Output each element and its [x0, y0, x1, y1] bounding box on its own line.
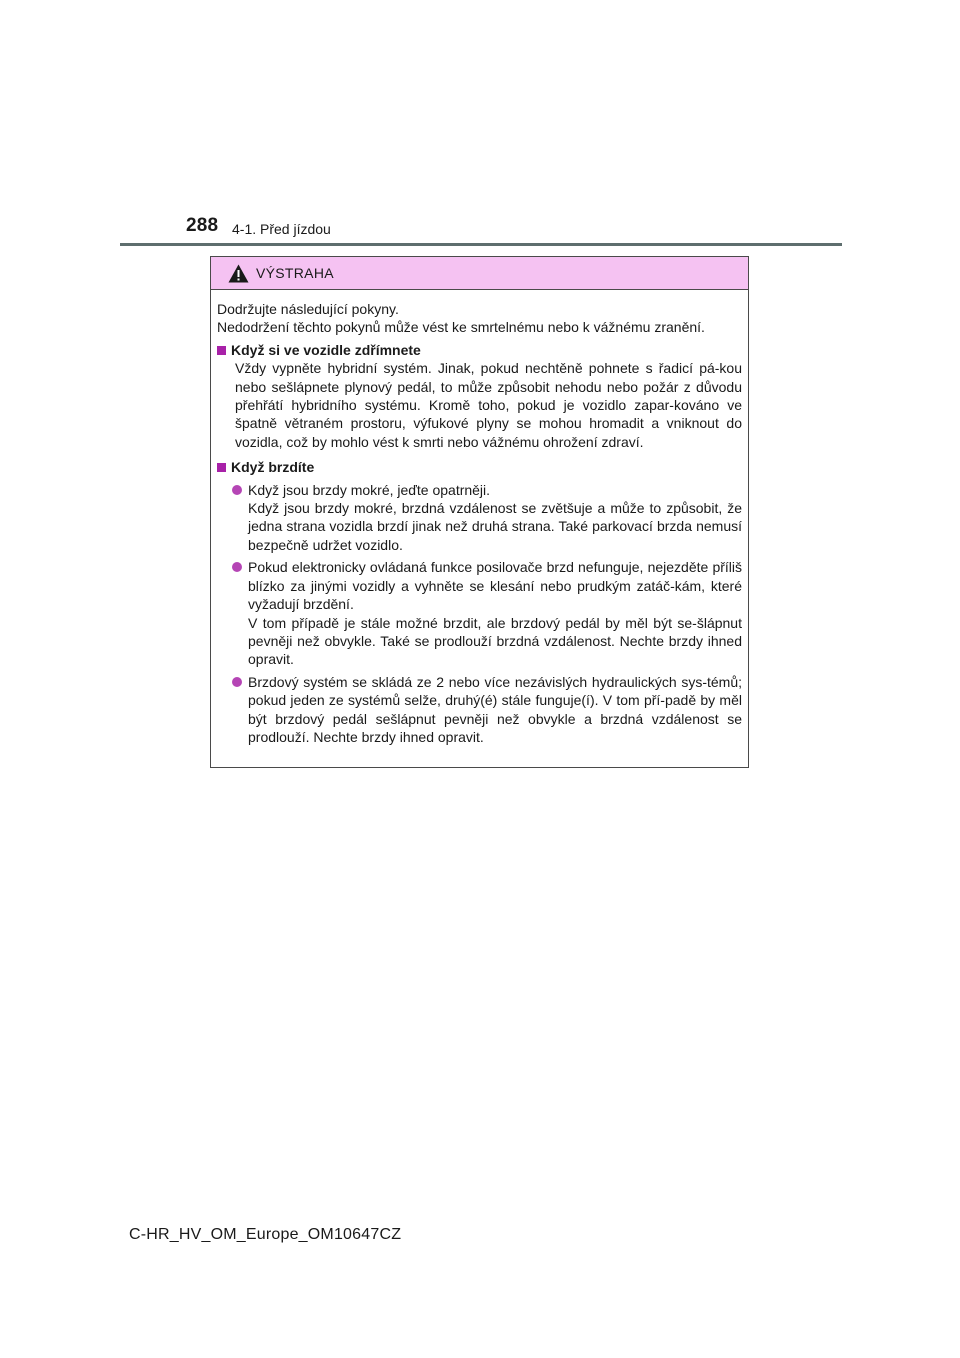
warning-title: VÝSTRAHA [256, 265, 334, 281]
document-id: C-HR_HV_OM_Europe_OM10647CZ [129, 1226, 402, 1243]
list-item-line1: Pokud elektronicky ovládaná funkce posilovače brzd nefunguje, nejezděte příliš blízko za jinými vozidly a vyhněte se klesání nebo prudkým zatáč-kám, které vyžadují brzdění. [248, 559, 742, 613]
list-item-line1: Brzdový systém se skládá ze 2 nebo více nezávislých hydraulických sys-témů; pokud jeden ze systémů selže, druhý(é) stále funguje(í). V tom pří-padě by měl být brzdový pedál sešlápnut pevněji než obvykle a brzdná vzdálenost se prodlouží. Nechte brzdy ihned opravit. [248, 673, 742, 745]
warning-header [211, 257, 748, 290]
warning-intro-line1: Dodržujte následující pokyny. [217, 301, 399, 317]
section-heading-braking-text: Když brzdíte [231, 459, 315, 476]
list-item-line2: V tom případě je stále možné brzdit, ale brzdový pedál by měl být se-šlápnut pevněji než obvykle. Také se prodlouží brzdná vzdálenost. Nechte brzdy ihned opravit. [248, 614, 742, 668]
warning-intro-line2: Nedodržení těchto pokynů může vést ke smrtelnému nebo k vážnému zranění. [217, 319, 705, 336]
section-heading-braking [217, 458, 742, 476]
circle-bullet-icon [232, 562, 242, 572]
list-item [217, 558, 742, 668]
header-divider [120, 243, 842, 246]
square-bullet-icon [217, 463, 226, 472]
warning-triangle-icon [228, 264, 249, 283]
section-text-napping: Vždy vypněte hybridní systém. Jinak, pokud nechtěně pohnete s řadicí pá-kou nebo sešlápnete plynový pedál, to může způsobit nehodu nebo požár z důvodu přehřátí hybridního systému. Kromě toho, pokud je vozidlo zapar-kováno ve špatně větraném prostoru, výfukové plyny se mohou hromadit a vniknout do vozidla, což by mohlo vést k smrti nebo vážnému ohrožení zdraví. [235, 360, 742, 450]
warning-box [210, 256, 749, 768]
list-item-line2: Když jsou brzdy mokré, brzdná vzdálenost se zvětšuje a může to způsobit, že jedna strana vozidla brzdí jinak než druhá strana. Také parkovací brzda nemusí bezpečně udržet vozidlo. [248, 500, 742, 553]
square-bullet-icon [217, 346, 226, 355]
section-heading-napping [217, 341, 742, 359]
page-number: 288 [186, 215, 219, 236]
circle-bullet-icon [232, 485, 242, 495]
section-title: 4-1. Před jízdou [232, 221, 331, 237]
list-item [217, 673, 742, 747]
list-item [217, 481, 742, 555]
circle-bullet-icon [232, 677, 242, 687]
section-heading-napping-text: Když si ve vozidle zdřímnete [231, 341, 421, 358]
list-item-line1: Když jsou brzdy mokré, jeďte opatrněji. [248, 481, 491, 498]
warning-body [211, 290, 748, 746]
